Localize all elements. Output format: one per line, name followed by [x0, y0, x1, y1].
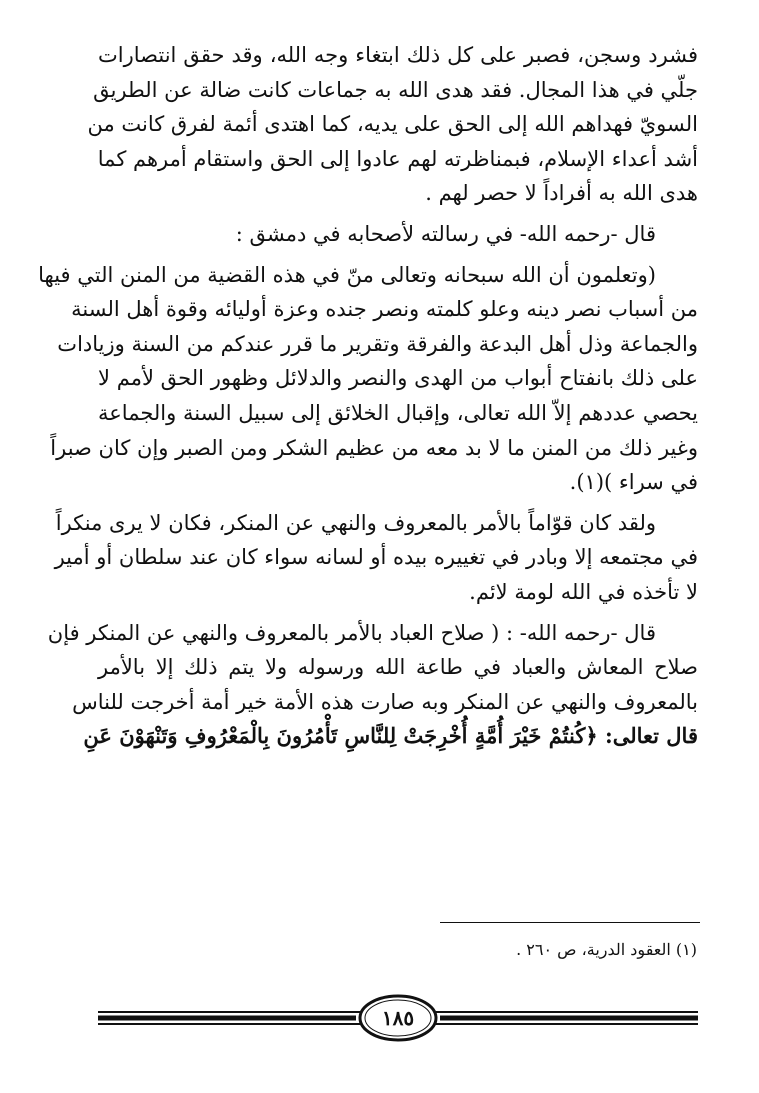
- text-line: ولقد كان قوّاماً بالأمر بالمعروف والنهي عن المنكر، فكان لا يرى منكراً: [55, 510, 656, 535]
- text-line: هدى الله به أفراداً لا حصر لهم .: [425, 181, 698, 206]
- text-line: والجماعة وذل أهل البدعة والفرقة وتقرير ما قرر عندكم من السنة وزيادات: [57, 331, 698, 356]
- text-line: السويّ فهداهم الله إلى الحق على يديه، كما اهتدى أئمة لفرق كانت من: [87, 112, 698, 137]
- footnote-divider: [440, 922, 700, 923]
- text-line: وغير ذلك من المنن ما لا بد معه من عظيم الشكر ومن الصبر وإن كان صبراً: [50, 435, 698, 460]
- text-line: على ذلك بانفتاح أبواب من الهدى والنصر والدلائل وظهور الحق لأمم لا: [98, 366, 698, 391]
- page-number: ١٨٥: [381, 1006, 415, 1030]
- quran-verse-line: قال تعالى: ﴿كُنتُمْ خَيْرَ أُمَّةٍ أُخْرِجَتْ لِلنَّاسِ تَأْمُرُونَ بِالْمَعْرُوفِ وَتَنْهَوْنَ عَنِ: [83, 723, 698, 749]
- text-line: (وتعلمون أن الله سبحانه وتعالى منّ في هذه القضية من المنن التي فيها: [38, 262, 656, 287]
- text-line: قال -رحمه الله- : ( صلاح العباد بالأمر بالمعروف والنهي عن المنكر فإن: [47, 620, 656, 645]
- text-line: جلّي في هذا المجال. فقد هدى الله به جماعات كانت ضالة عن الطريق: [93, 77, 698, 102]
- text-line: يحصي عددهم إلاّ الله تعالى، وإقبال الخلائق إلى سبيل السنة والجماعة: [98, 400, 698, 425]
- text-line: أشد أعداء الإسلام، فبمناظرته لهم عادوا إلى الحق واستقام أمرهم كما: [97, 146, 698, 171]
- text-line: في مجتمعه إلا وبادر في تغييره بيده أو لسانه سواء كان عند سلطان أو أمير: [54, 545, 698, 570]
- paragraph-quote: [38, 258, 698, 500]
- text-line: بالمعروف والنهي عن المنكر وبه صارت هذه الأمة خير أمة أخرجت للناس: [72, 689, 698, 714]
- paragraph-quote-intro: [98, 217, 698, 252]
- page-footer: [98, 990, 698, 1050]
- footnote: (١) العقود الدرية، ص ٢٦٠ .: [516, 940, 697, 959]
- text-line: صلاح المعاش والعباد في طاعة الله ورسوله ولا يتم ذلك إلا بالأمر: [98, 655, 698, 680]
- paragraph-intro: [87, 38, 698, 211]
- text-line: لا تأخذه في الله لومة لائم.: [469, 579, 698, 604]
- text-line: قال -رحمه الله- في رسالته لأصحابه في دمشق :: [235, 221, 656, 246]
- paragraph-second-quote: [47, 616, 698, 754]
- page-body: [38, 38, 698, 754]
- paragraph-enjoining-good: [54, 506, 698, 610]
- text-line: فشرد وسجن، فصبر على كل ذلك ابتغاء وجه الله، وقد حقق انتصارات: [98, 43, 698, 67]
- text-line: من أسباب نصر دينه وعلو كلمته ونصر جنده وعزة أوليائه وقوة أهل السنة: [71, 297, 698, 322]
- text-line: في سراء )(١).: [569, 470, 698, 495]
